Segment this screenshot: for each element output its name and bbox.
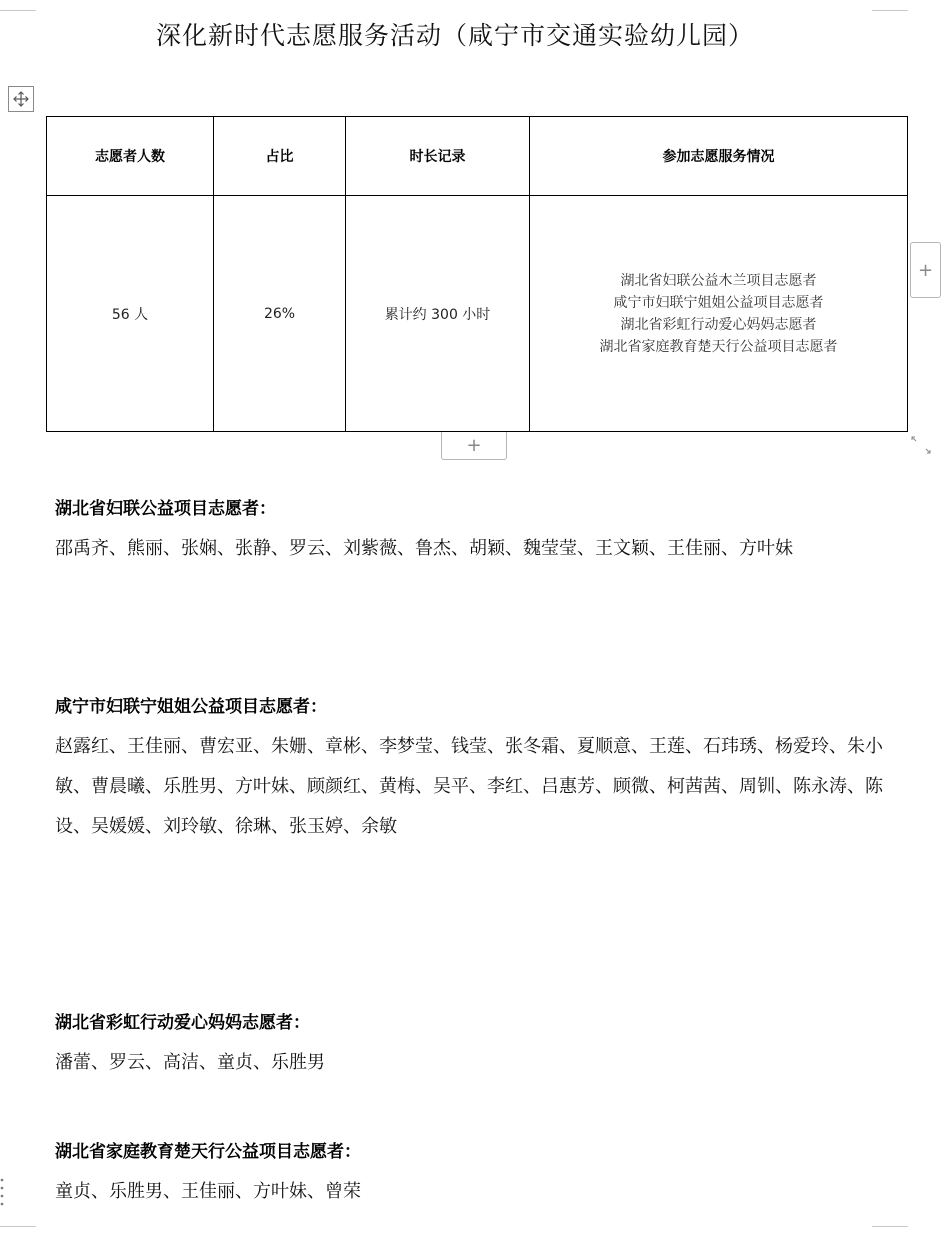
volunteer-names: 童贞、乐胜男、王佳丽、方叶妹、曾荣 bbox=[55, 1181, 361, 1202]
table-resize-handle[interactable] bbox=[906, 432, 936, 460]
move-icon bbox=[12, 90, 30, 108]
volunteer-names: 赵露红、王佳丽、曹宏亚、朱姗、章彬、李梦莹、钱莹、张冬霜、夏顺意、王莲、石玮琇、杨爱玲、朱小敏、曹晨曦、乐胜男、方叶妹、顾颜红、黄梅、吴平、李红、吕惠芳、顾微、柯茜茜、周钏、陈永涛、陈设、吴媛媛、刘玲敏、徐琳、张玉婷、余敏 bbox=[55, 736, 883, 837]
section-xianning-ning-jiejie bbox=[55, 695, 885, 847]
service-item: 湖北省妇联公益木兰项目志愿者 bbox=[620, 272, 817, 289]
section-title: 湖北省家庭教育楚天行公益项目志愿者： bbox=[55, 1142, 361, 1162]
volunteer-summary-table bbox=[46, 116, 908, 432]
header-cell-services[interactable]: 参加志愿服务情况 bbox=[530, 117, 908, 196]
page-corner-mark bbox=[0, 1226, 36, 1237]
header-cell-ratio[interactable]: 占比 bbox=[214, 117, 346, 196]
cell-volunteer-count[interactable]: 56 人 bbox=[47, 196, 214, 432]
plus-icon: + bbox=[917, 259, 934, 281]
resize-icon bbox=[906, 432, 936, 460]
table-header-row bbox=[47, 117, 908, 196]
table-move-handle[interactable] bbox=[8, 86, 34, 112]
page-corner-mark bbox=[872, 0, 908, 11]
drag-handle-icon[interactable] bbox=[0, 1176, 4, 1212]
section-title: 湖北省彩虹行动爱心妈妈志愿者： bbox=[55, 1013, 310, 1033]
add-column-button[interactable] bbox=[910, 242, 941, 298]
add-row-button[interactable] bbox=[441, 432, 507, 460]
cell-hours[interactable]: 累计约 300 小时 bbox=[346, 196, 530, 432]
service-item: 湖北省彩虹行动爱心妈妈志愿者 bbox=[620, 316, 817, 333]
section-title: 咸宁市妇联宁姐姐公益项目志愿者： bbox=[55, 697, 327, 717]
volunteer-names: 邵禹齐、熊丽、张娴、张静、罗云、刘紫薇、鲁杰、胡颖、魏莹莹、王文颖、王佳丽、方叶妹 bbox=[55, 538, 793, 559]
section-rainbow-caring-mothers bbox=[55, 1011, 885, 1083]
section-hubei-womens-federation bbox=[55, 497, 885, 569]
section-title: 湖北省妇联公益项目志愿者： bbox=[55, 499, 276, 519]
cell-services[interactable] bbox=[530, 196, 908, 432]
plus-icon: + bbox=[466, 435, 482, 456]
header-cell-hours[interactable]: 时长记录 bbox=[346, 117, 530, 196]
document-title: 深化新时代志愿服务活动（咸宁市交通实验幼儿园） bbox=[155, 21, 754, 50]
table-row bbox=[47, 196, 908, 432]
service-item: 湖北省家庭教育楚天行公益项目志愿者 bbox=[599, 338, 838, 355]
cell-ratio[interactable]: 26% bbox=[214, 196, 346, 432]
page-corner-mark bbox=[0, 0, 36, 11]
service-item: 咸宁市妇联宁姐姐公益项目志愿者 bbox=[613, 294, 824, 311]
volunteer-names: 潘蕾、罗云、高洁、童贞、乐胜男 bbox=[55, 1052, 325, 1073]
page-corner-mark bbox=[872, 1226, 908, 1237]
section-family-education-chutian bbox=[55, 1140, 885, 1212]
header-cell-count[interactable]: 志愿者人数 bbox=[47, 117, 214, 196]
